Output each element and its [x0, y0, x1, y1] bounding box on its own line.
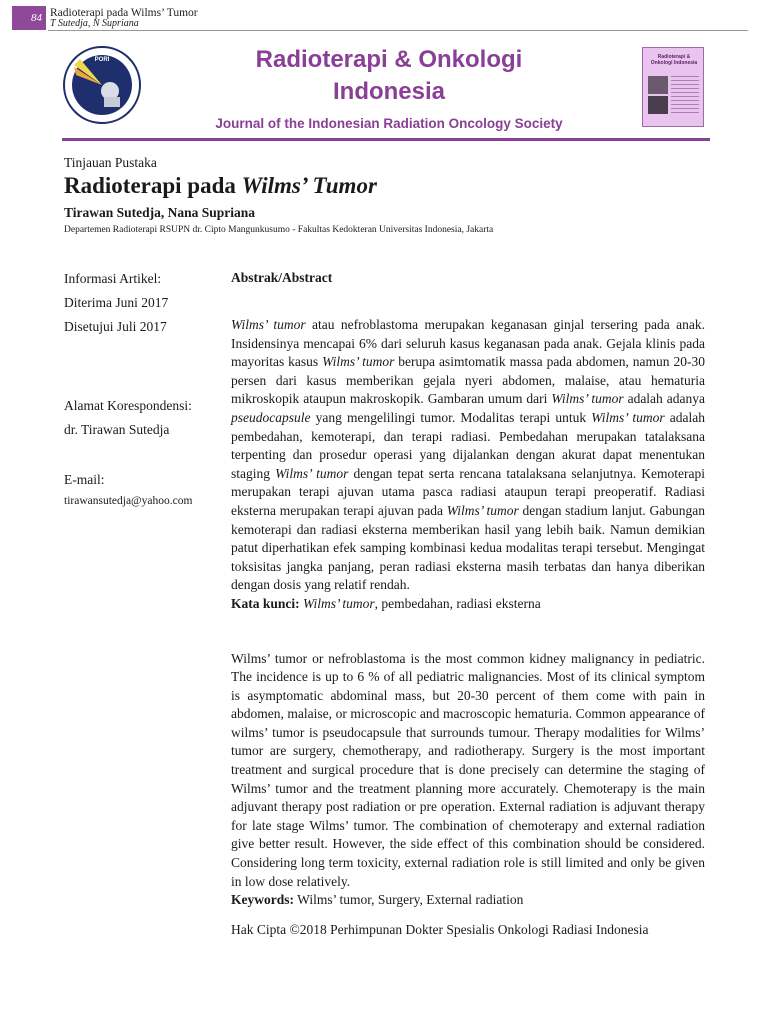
abstract-id-paragraph: Wilms’ tumor atau nefroblastoma merupakan keganasan ginjal tersering pada anak. Insidensinya mencapai 6% dari seluruh kasus keganasan pada anak. Gejala klinis pada mayoritas kasus Wilms’ tumor berupa asimtomatik massa pada abdomen, namun 20-30 persen dari kasus memberikan gejala nyeri abdomen, malaise, atau hematuria mikroskopik ataupun makroskopik. Gambaran umum dari Wilms’ tumor adalah adanya pseudocapsule yang mengelilingi tumor. Modalitas terapi untuk Wilms’ tumor adalah pembedahan, kemoterapi, dan terapi radiasi. Pembedahan merupakan tatalaksana terpenting dan prosedur operasi yang dijalankan dengan akurat dapat menentukan staging Wilms’ tumor dengan tepat serta rencana tatalaksana selanjutnya. Kemoterapi merupakan terapi ajuvan utama pasca radiasi ataupun terapi preoperatif. Radiasi eksterna merupakan terapi ajuvan pada Wilms’ tumor dengan stadium lanjut. Gabungan kemoterapi dan radiasi eksterna memberikan hasil yang lebih baik. Namun demikian patut diperhatikan efek samping kombinasi kedua modalitas terapi tersebut. Mengingat toksisitas jangka panjang, peran radiasi eksterna masih terbatas dan hanya diberikan dengan dosis yang relatif rendah. [231, 317, 706, 593]
running-title: Radioterapi pada Wilms’ Tumor [50, 7, 198, 19]
journal-cover-thumbnail [642, 47, 704, 127]
abstract-id-keywords: Kata kunci: Wilms’ tumor, pembedahan, radiasi eksterna [231, 595, 541, 611]
journal-title-line1: Radioterapi & Onkologi [255, 46, 523, 73]
journal-title [150, 44, 628, 108]
page-number: 84 [12, 6, 46, 30]
banner-divider [62, 138, 710, 141]
info-received: Diterima Juni 2017 [64, 295, 169, 310]
correspondence-label: Alamat Korespondensi: [64, 398, 192, 413]
logo-text: PORI [94, 57, 110, 63]
abstract-column [231, 270, 705, 910]
article-affiliation: Departemen Radioterapi RSUPN dr. Cipto Mangunkusumo - Fakultas Kedokteran Universitas Indonesia, Jakarta [64, 225, 494, 235]
article-title-italic: Wilms’ Tumor [241, 173, 377, 198]
running-authors: T Sutedja, N Supriana [50, 18, 139, 29]
abstract-en-paragraph: Wilms’ tumor or nefroblastoma is the most common kidney malignancy in pediatric. The incidence is up to 6 % of all pediatric malignancies. Most of its clinical symptom is asymptomatic abdominal mass, but 20-30 percent of them come with pain in abdomen, malaise, or microscopic and macroscopic hematuria. Common appearance of wilms’ tumor is pseudocapsule that surrounds tumour. Therapy modalities for Wilms’ tumor are surgery, chemotherapy, and radiotherapy. Surgery is the most important treatment and surgical procedure that is done precisely can determine the staging of Wilms’ tumor and the treatment planning more accurately. Chemoterapy is the main adjuvant therapy post radiation or pre operation. External radiation is adjuvant therapy for late stage Wilms’ tumor. The combination of chemoterapy and external radiation give better result. However, the side effect of this combination should be considered. Considering long term toxicity, external radiation role is still limited and only be given in low dose relatively. [231, 650, 705, 889]
cover-text-lines [671, 76, 699, 116]
article-authors: Tirawan Sutedja, Nana Supriana [64, 205, 256, 220]
email-address[interactable]: tirawansutedja@yahoo.com [64, 495, 193, 507]
copyright-notice: Hak Cipta ©2018 Perhimpunan Dokter Spesialis Onkologi Radiasi Indonesia [231, 922, 649, 937]
journal-subtitle: Journal of the Indonesian Radiation Oncology Society [215, 116, 563, 131]
info-heading: Informasi Artikel: [64, 271, 162, 286]
journal-title-line2: Indonesia [332, 78, 446, 105]
abstract-heading: Abstrak/Abstract [231, 270, 333, 285]
article-section: Tinjauan Pustaka [64, 155, 157, 170]
abstract-en-keywords: Keywords: Wilms’ tumor, Surgery, External radiation [231, 892, 524, 908]
info-accepted: Disetujui Juli 2017 [64, 319, 167, 334]
email-label: E-mail: [64, 472, 105, 487]
cover-title: Radioterapi & Onkologi Indonesia [650, 54, 698, 66]
correspondence-name: dr. Tirawan Sutedja [64, 422, 170, 437]
cover-image [648, 76, 668, 94]
article-title: Radioterapi pada Wilms’ Tumor [64, 173, 377, 198]
society-logo-icon [62, 45, 142, 125]
header-divider [48, 30, 748, 31]
cover-image [648, 96, 668, 114]
